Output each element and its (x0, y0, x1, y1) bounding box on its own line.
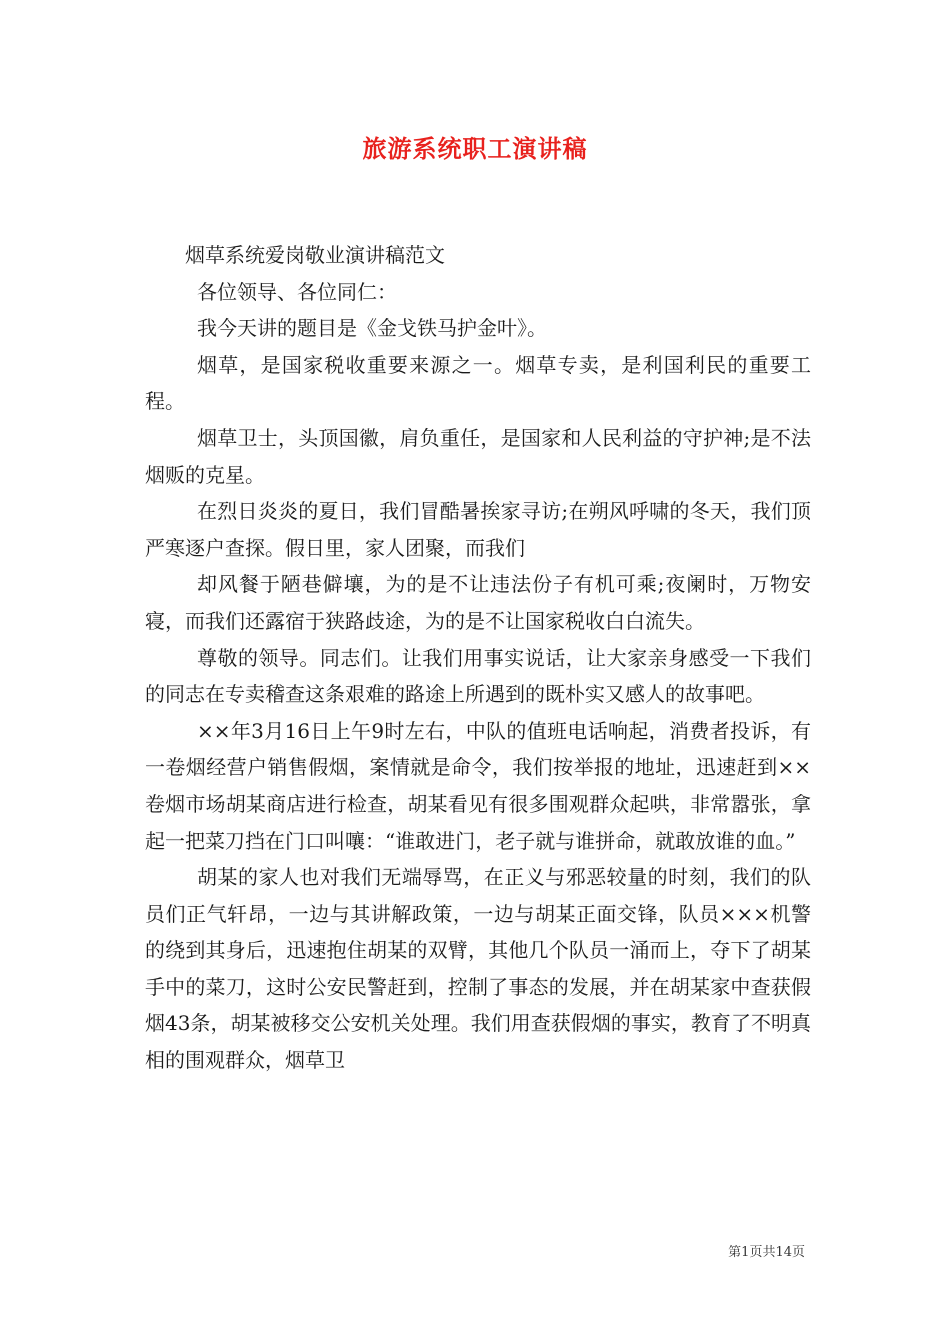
paragraph: 胡某的家人也对我们无端辱骂，在正义与邪恶较量的时刻，我们的队员们正气轩昂，一边与其讲解政策，一边与胡某正面交锋，队员×××机警的绕到其身后，迅速抱住胡某的双臂，其他几个队员一涌而上，夺下了胡某手中的菜刀，这时公安民警赶到，控制了事态的发展，并在胡某家中查获假烟43条，胡某被移交公安机关处理。我们用查获假烟的事实，教育了不明真相的围观群众，烟草卫 (145, 865, 811, 1073)
paragraph-subtitle: 烟草系统爱岗敬业演讲稿范文 (185, 243, 445, 267)
paragraph: 尊敬的领导。同志们。让我们用事实说话，让大家亲身感受一下我们的同志在专卖稽查这条艰难的路途上所遇到的既朴实又感人的故事吧。 (145, 645, 811, 707)
document-body (145, 237, 811, 1079)
document-title: 旅游系统职工演讲稿 (362, 134, 588, 163)
paragraph-topic: 我今天讲的题目是《金戈铁马护金叶》。 (197, 316, 547, 341)
paragraph: 烟草卫士，头顶国徽，肩负重任，是国家和人民利益的守护神;是不法烟贩的克星。 (145, 425, 811, 487)
paragraph: 烟草，是国家税收重要来源之一。烟草专卖，是利国利民的重要工程。 (145, 352, 811, 414)
paragraph: 却风餐于陋巷僻壤，为的是不让违法份子有机可乘;夜阑时，万物安寝，而我们还露宿于狭路歧途，为的是不让国家税收白白流失。 (145, 572, 811, 633)
paragraph-greeting: 各位领导、各位同仁： (197, 279, 397, 304)
page-number: 第1页共14页 (728, 1245, 805, 1260)
paragraph: ××年3月16日上午9时左右，中队的值班电话响起，消费者投诉，有一卷烟经营户销售假烟，案情就是命令，我们按举报的地址，迅速赶到××卷烟市场胡某商店进行检查，胡某看见有很多围观群众起哄，非常嚣张，拿起一把菜刀挡在门口叫嚷：“谁敢进门，老子就与谁拼命，就敢放谁的血。” (145, 718, 811, 853)
paragraph: 在烈日炎炎的夏日，我们冒酷暑挨家寻访;在朔风呼啸的冬天，我们顶严寒逐户查探。假日里，家人团聚，而我们 (145, 499, 811, 560)
